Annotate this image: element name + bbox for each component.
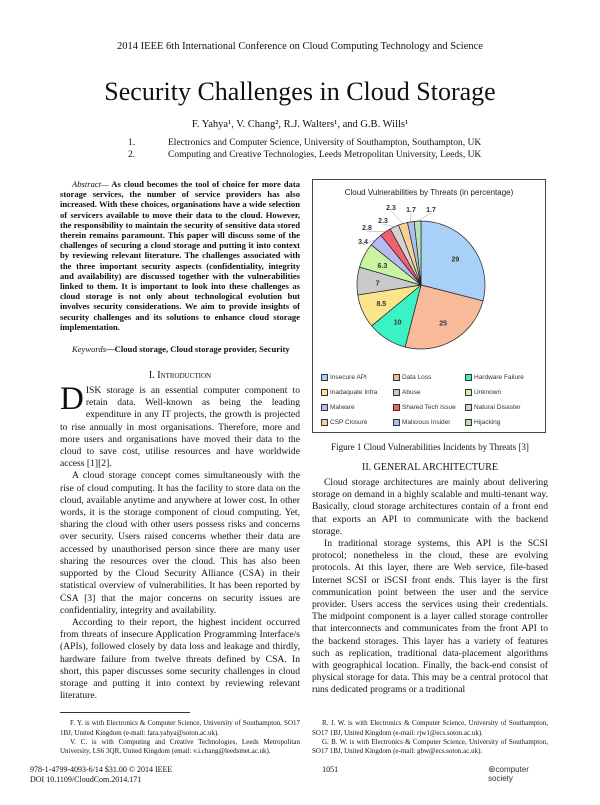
right-column xyxy=(312,179,548,757)
legend-swatch xyxy=(321,404,328,411)
footnote-rule xyxy=(60,712,190,713)
legend-item xyxy=(321,402,393,413)
footnotes-left: F. Y. is with Electronics & Computer Science, University of Southampton, SO17 1BJ, United Kingdom (e-mail: fara.yahya@soton.ac.uk). V. C. is with Computing and Creative Technologies, Leeds Metropolitan University, LS6 3QR, United Kingdom (email: v.i.chang@leedsmet.ac.uk). xyxy=(60,719,300,756)
chart-title: Cloud Vulnerabilities by Threats (in percentage) xyxy=(313,188,545,197)
legend-swatch xyxy=(465,374,472,381)
legend-swatch xyxy=(393,389,400,396)
data-label: 1.7 xyxy=(426,207,436,214)
pie-svg xyxy=(313,198,545,370)
legend-label: Malicious Insider xyxy=(402,419,450,426)
affiliation-2: 2. Computing and Creative Technologies, Leeds Metropolitan University, Leeds, UK xyxy=(128,149,548,161)
keywords: Keywords—Cloud storage, Cloud storage provider, Security xyxy=(60,344,300,355)
legend-item xyxy=(465,387,537,398)
authors: F. Yahya¹, V. Chang², R.J. Walters¹, and G.B. Wills¹ xyxy=(0,118,600,131)
computer-society-logo: ⊛computer society xyxy=(488,765,548,783)
legend-swatch xyxy=(393,404,400,411)
data-label: 25 xyxy=(439,320,447,327)
section-heading: II. GENERAL ARCHITECTURE xyxy=(312,461,548,474)
legend-swatch xyxy=(465,389,472,396)
legend-item xyxy=(321,372,393,383)
affiliation-1: 1. Electronics and Computer Science, University of Southampton, Southampton, UK xyxy=(128,137,548,149)
legend-item xyxy=(393,372,465,383)
legend-label: Inadaquate Infra xyxy=(330,389,377,396)
legend-label: Hijacking xyxy=(474,419,500,426)
legend-label: Hardware Failure xyxy=(474,374,524,381)
footnotes-right-area xyxy=(312,709,548,756)
conference-header: 2014 IEEE 6th International Conference on Cloud Computing Technology and Science xyxy=(0,0,600,53)
data-label: 3.4 xyxy=(358,239,368,246)
legend-label: Shared Tech Issue xyxy=(402,404,456,411)
leader-line xyxy=(391,211,403,224)
legend-swatch xyxy=(393,419,400,426)
legend-item xyxy=(465,402,537,413)
legend-item xyxy=(393,402,465,413)
legend-item xyxy=(393,387,465,398)
footer-ids xyxy=(30,765,172,785)
logo-mark-icon: ⊛ xyxy=(488,764,496,774)
abstract: Abstract— As cloud becomes the tool of choice for more data storage services, the number of service providers has also increased. With these choices, organisations have a wide selection of servicers available to move their data to the cloud. However, the responsibility to maintain the security of sensitive data stored therein remains paramount. This paper will discuss some of the challenges of securing a cloud storage and putting it into context by reviewing relevant literature. The challenges associated with the three important security aspects (confidentiality, integrity and availability) are discussed together with the vulnerabilities linked to them. It is important to look into these challenges as cloud storage is not only about technological evolution but involves security considerations. We aim to provide insights of security challenges and its solutions to enhance cloud storage implementation. xyxy=(60,179,300,332)
data-label: 2.3 xyxy=(378,218,388,225)
chart-legend xyxy=(321,372,541,432)
legend-swatch xyxy=(321,389,328,396)
legend-label: Unknown xyxy=(474,389,501,396)
leader-line xyxy=(418,213,431,221)
footer-doi: DOI 10.1109/CloudCom.2014.171 xyxy=(30,775,172,785)
legend-item xyxy=(465,372,537,383)
section-general-architecture: II. GENERAL ARCHITECTURE Cloud storage architectures are mainly about delivering storage on demand in a highly scalable and multi-tenant way. Basically, cloud storage architectures contain of a front end that exports an API to communicate with the backend storage. In traditional storage systems, this API is the SCSI protocol; nonetheless in the cloud, these are evolving protocols. At this layer, there are Web service, file-based Internet SCSI or iSCSI front ends. This layer is the first communication point between the user and the service provider. Users access the services using their credentials. The midpoint component is a layer called storage controller that interconnects and communicates from the front API to the backend storages. This layer has a variety of features such as replication, traditional data-placement algorithms with geographical location. Finally, the back-end consist of physical storage for data. This may be a central protocol that runs dedicated programs or a traditional xyxy=(312,461,548,697)
footer-isbn: 978-1-4799-4093-6/14 $31.00 © 2014 IEEE xyxy=(30,765,172,775)
section-heading: I. Introduction xyxy=(60,369,300,382)
paper-title: Security Challenges in Cloud Storage xyxy=(0,77,600,107)
page-number: 1051 xyxy=(322,765,338,775)
figure-caption: Figure 1 Cloud Vulnerabilities Incidents by Threats [3] xyxy=(312,441,548,453)
legend-swatch xyxy=(465,404,472,411)
drop-cap: D xyxy=(60,386,84,412)
legend-label: Abuse xyxy=(402,389,420,396)
legend-swatch xyxy=(393,374,400,381)
data-label: 7 xyxy=(376,280,380,287)
legend-label: Malware xyxy=(330,404,355,411)
legend-item xyxy=(321,387,393,398)
legend-swatch xyxy=(321,374,328,381)
footnotes-right: R. J. W. is with Electronics & Computer Science, University of Southampton, SO17 1BJ, United Kingdom (e-mail: rjw1@ecs.soton.ac.uk). G. B. W. is with Electronics & Computer Science, University of Southampton, SO17 1BJ, United Kingdom (e-mail: gbw@ecs.soton.ac.uk). xyxy=(312,719,548,756)
section-introduction: I. Introduction DISK storage is an essential computer component to retain data. Well-known as being the leading expenditure in any IT projects, the growth is projected to rise annually in most organisations. Therefore, more and more users and organisations have moved their data to the cloud to save cost, utilise resources and have worldwide access [1][2]. A cloud storage concept comes simultaneously with the rise of cloud computing. It has the facility to store data on the cloud, available anytime and anywhere at lower cost. In other words, it is the storage component of cloud computing. Yet, sharing the cloud with other users possess risks and concerns over security. Users raised concerns whether their data are accessed by unauthorised person since there are many user sharing the resources over the cloud. This has also been supported by the Cloud Security Alliance (CSA) in their statistical overview of vulnerabilities. It has been reported by CSA [3] that the major concerns on security issues are confidentiality, integrity and availability. According to their report, the highest incident occurred from threats of insecure Application Programming Interface/s (APIs), followed closely by data loss and leakage and thirdly, hardware failure from twelve threats defined by CSA. In short, this paper discusses some security challenges in cloud storage and putting it into context by reviewing relevant literature. xyxy=(60,369,300,702)
affiliations xyxy=(128,137,548,161)
data-label: 29 xyxy=(451,256,459,263)
legend-label: Insecure API xyxy=(330,374,367,381)
legend-item xyxy=(465,417,537,428)
legend-label: CSP Closure xyxy=(330,419,367,426)
data-label: 2.3 xyxy=(386,205,396,212)
footnotes-left-area xyxy=(60,702,300,756)
pie-chart xyxy=(312,179,546,433)
left-column xyxy=(60,179,300,757)
data-label: 2.8 xyxy=(362,225,372,232)
data-label: 6.3 xyxy=(378,263,388,270)
legend-label: Data Loss xyxy=(402,374,431,381)
page-footer xyxy=(30,765,548,805)
legend-swatch xyxy=(465,419,472,426)
two-column-body xyxy=(60,179,548,757)
legend-item xyxy=(393,417,465,428)
legend-label: Natural Disaster xyxy=(474,404,521,411)
data-label: 10 xyxy=(394,320,402,327)
data-label: 1.7 xyxy=(406,207,416,214)
data-label: 8.5 xyxy=(376,301,386,308)
legend-swatch xyxy=(321,419,328,426)
legend-item xyxy=(321,417,393,428)
